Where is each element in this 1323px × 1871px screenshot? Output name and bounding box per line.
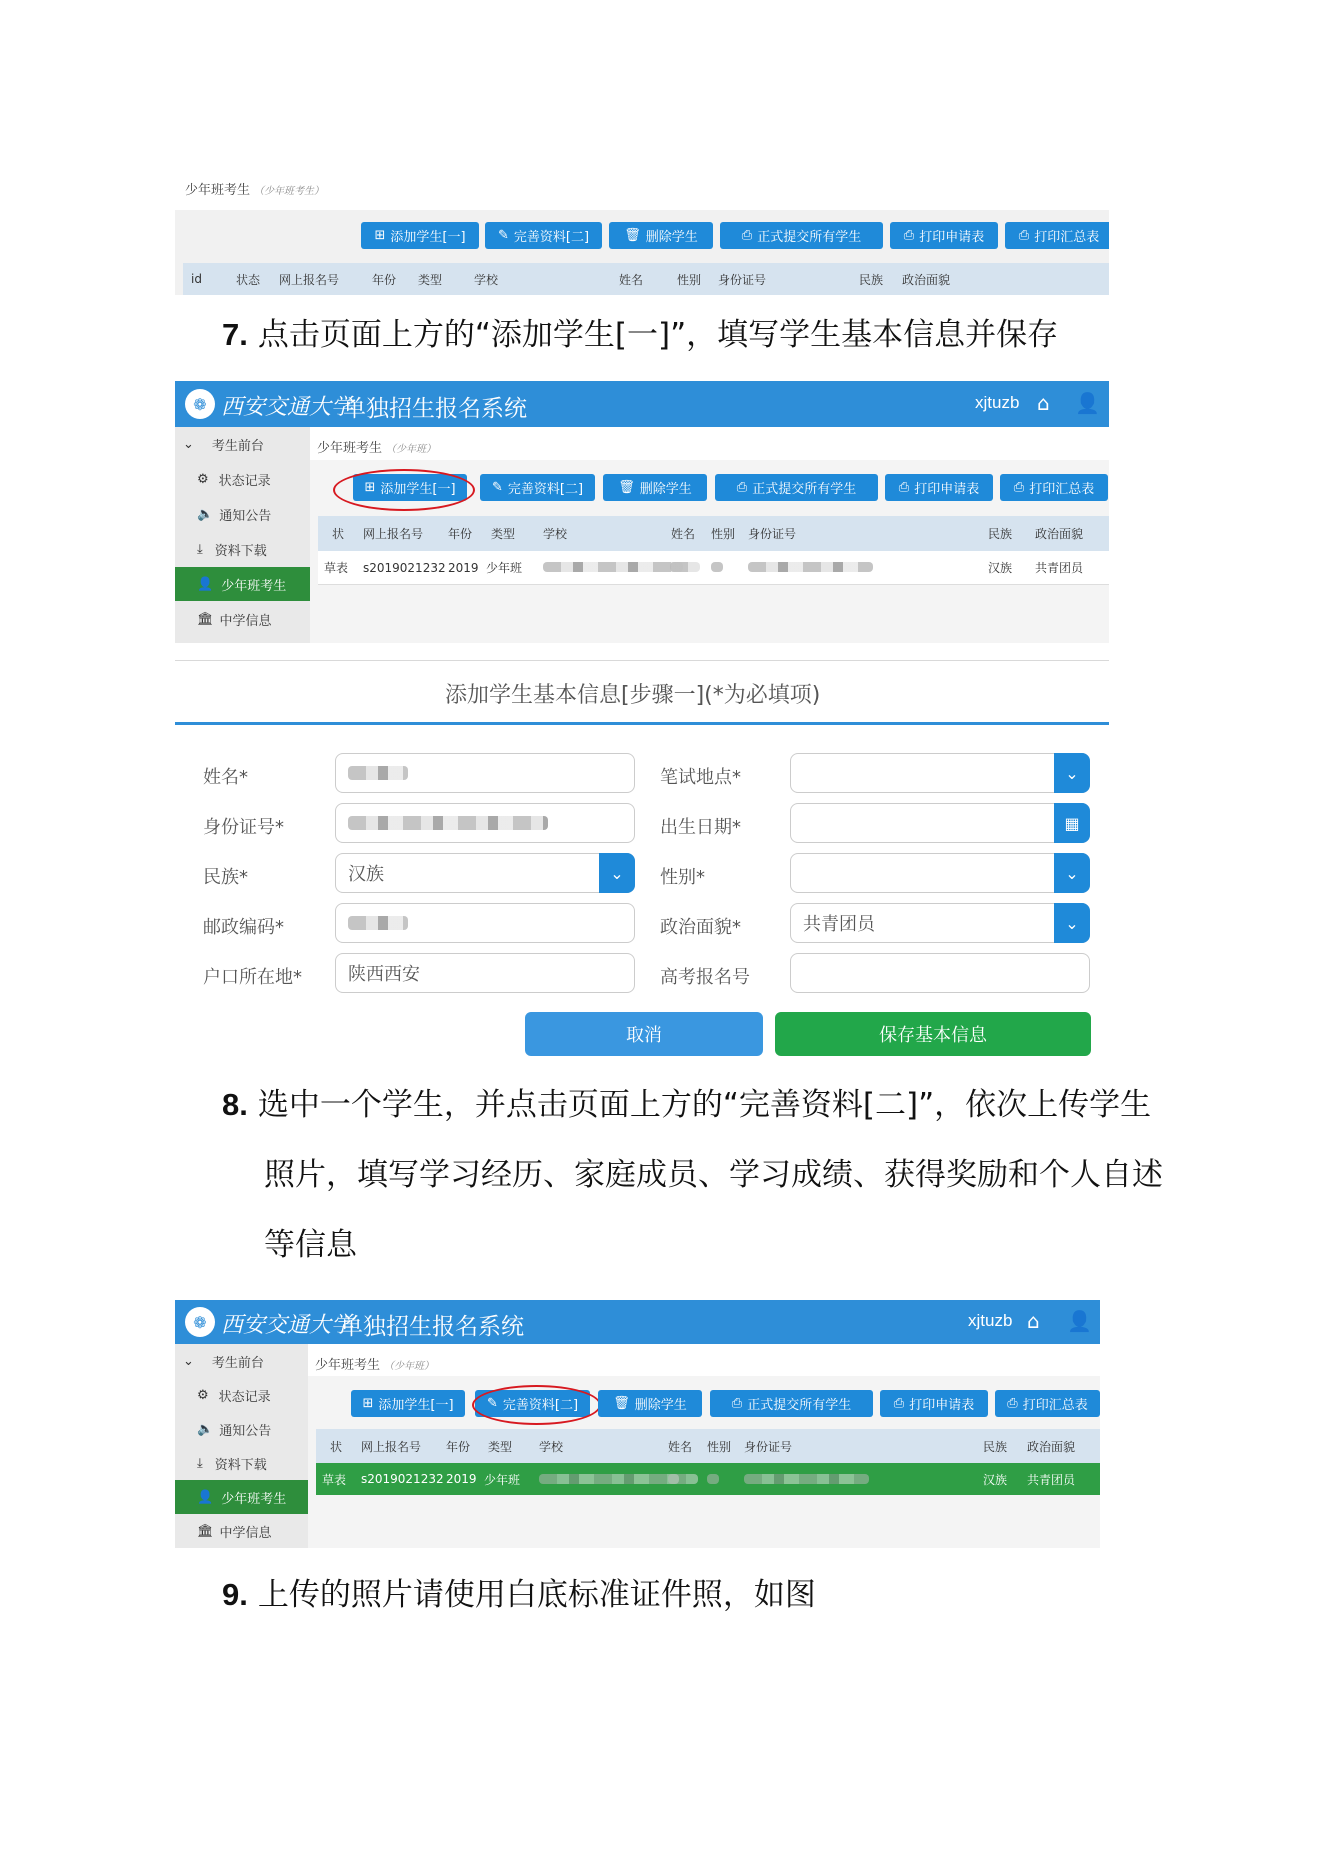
sidebar-item-school[interactable]: 🏛 中学信息 [197,611,272,629]
add-student-button[interactable]: ⊞ 添加学生[一] [351,1390,465,1417]
chevron-down-icon[interactable]: ⌄ [1054,753,1090,793]
exam-location-label: 笔试地点* [660,767,741,788]
column-header[interactable]: id [191,272,202,286]
table-header [316,1429,1100,1463]
redacted-name [668,1474,698,1484]
bank-icon: 🏛 [197,1523,214,1539]
chevron-down-icon: ⌄ [183,1353,194,1369]
column-header[interactable]: 身份证号 [718,272,767,287]
politics-label: 政治面貌* [660,917,741,938]
redacted-name [670,562,700,572]
screenshot-app-list [175,381,1109,643]
bank-icon: 🏛 [197,611,214,627]
printer-icon: ⎙ [736,480,748,495]
speaker-icon: 🔈 [197,506,214,522]
printer-icon: ⎙ [893,1396,905,1411]
step-7-text: 7. 点击页面上方的“添加学生[一]”，填写学生基本信息并保存 [222,317,1059,353]
trash-icon: 🗑 [618,480,635,495]
app-title: 单独招生报名系统 [340,1314,524,1340]
column-header[interactable]: 年份 [448,527,473,541]
app-title: 单独招生报名系统 [343,396,527,422]
household-field[interactable]: 陕西西安 [335,953,635,993]
print-application-button[interactable]: ⎙ 打印申请表 [885,474,993,501]
print-application-button[interactable]: ⎙ 打印申请表 [880,1390,988,1417]
plus-square-icon: ⊞ [362,1396,374,1411]
plus-square-icon: ⊞ [364,480,376,495]
cancel-button[interactable]: 取消 [525,1012,763,1056]
column-header[interactable]: 性别 [707,1439,732,1454]
user-icon[interactable]: 👤 [1067,1309,1092,1333]
sidebar [175,1344,308,1548]
printer-icon: ⎙ [1018,228,1030,243]
sidebar-item-school[interactable]: 🏛 中学信息 [197,1523,272,1541]
table-row[interactable]: 草表 s2019021232 2019 少年班 汉族 共青团员 [318,551,1109,585]
user-icon: 👤 [197,1489,214,1505]
home-icon[interactable]: ⌂ [1037,391,1050,415]
plus-square-icon: ⊞ [374,228,386,243]
university-seal-icon: ❁ [185,1307,215,1337]
redacted-school [543,562,683,572]
column-header[interactable]: 政治面貌 [1035,527,1084,541]
submit-all-button[interactable]: ⎙ 正式提交所有学生 [720,222,883,249]
sidebar-item-notice[interactable]: 🔈 通知公告 [197,1421,272,1439]
complete-info-button[interactable]: ✎ 完善资料[二] [475,1390,590,1417]
user-icon[interactable]: 👤 [1075,391,1100,415]
step-8-text-line2: 照片，填写学习经历、家庭成员、学习成绩、获得奖励和个人自述 [264,1157,1163,1193]
postcode-label: 邮政编码* [203,917,284,938]
sidebar-item-download[interactable]: ⤓ 资料下载 [197,541,267,559]
sidebar-item-download[interactable]: ⤓ 资料下载 [197,1455,267,1473]
username[interactable]: xjtuzb [975,393,1020,412]
column-header[interactable]: 年份 [372,272,397,287]
user-icon: 👤 [197,576,214,592]
chevron-down-icon[interactable]: ⌄ [1054,853,1090,893]
sidebar-item-frontend[interactable]: ⌄ 考生前台 [183,436,264,454]
printer-icon: ⎙ [1013,480,1025,495]
gear-icon: ⚙ [197,471,209,487]
save-basic-info-button[interactable]: 保存基本信息 [775,1012,1091,1056]
screenshot-app-selected [175,1300,1100,1548]
add-student-button[interactable]: ⊞ 添加学生[一] [353,474,467,501]
column-header[interactable]: 状态 [236,272,261,287]
column-header[interactable]: 民族 [988,527,1013,541]
home-icon[interactable]: ⌂ [1027,1309,1040,1333]
column-header[interactable]: 网上报名号 [361,1439,422,1454]
add-student-button[interactable]: ⊞ 添加学生[一] [361,222,479,249]
redacted-gender [707,1474,719,1484]
university-seal-icon: ❁ [185,389,215,419]
column-header[interactable]: 学校 [543,527,568,541]
delete-student-button[interactable]: 🗑 删除学生 [598,1390,702,1417]
calendar-icon[interactable]: ▦ [1054,803,1090,843]
printer-icon: ⎙ [898,480,910,495]
postcode-field[interactable] [335,903,635,943]
sidebar [175,427,310,643]
trash-icon: 🗑 [613,1396,630,1411]
trash-icon: 🗑 [624,228,641,243]
redacted-name [348,766,408,780]
delete-student-button[interactable]: 🗑 删除学生 [609,222,713,249]
column-header[interactable]: 网上报名号 [279,272,340,287]
column-header[interactable]: 姓名 [671,527,696,541]
sidebar-item-students[interactable]: 👤 少年班考生 [175,1480,308,1514]
table-row-selected[interactable]: 草表 s2019021232 2019 少年班 汉族 共青团员 [316,1463,1100,1495]
column-header[interactable]: 姓名 [668,1439,693,1454]
column-header[interactable]: 民族 [859,272,884,287]
form-title-underline [175,722,1109,725]
sidebar-item-students[interactable]: 👤 少年班考生 [175,567,310,601]
printer-icon: ⎙ [731,1396,743,1411]
gaokao-number-field[interactable] [790,953,1090,993]
chevron-down-icon[interactable]: ⌄ [599,853,635,893]
gender-label: 性别* [660,867,705,888]
app-header [175,381,1109,427]
complete-info-button[interactable]: ✎ 完善资料[二] [485,222,602,249]
table-header [318,516,1109,551]
chevron-down-icon[interactable]: ⌄ [1054,903,1090,943]
redacted-school [539,1474,679,1484]
ethnicity-select[interactable]: 汉族 ⌄ [335,853,635,893]
screenshot-add-student-form [175,660,1109,1060]
university-logo: 西安交通大学 [221,1313,354,1338]
household-label: 户口所在地* [203,967,302,988]
printer-icon: ⎙ [1007,1396,1018,1411]
redacted-gender [711,562,723,572]
id-number-field[interactable] [335,803,635,843]
column-header[interactable]: 政治面貌 [902,272,951,287]
pencil-icon: ✎ [486,1396,498,1411]
printer-icon: ⎙ [903,228,915,243]
column-header[interactable]: 网上报名号 [363,527,424,541]
step-9-text: 9. 上传的照片请使用白底标准证件照，如图 [222,1577,816,1613]
step-8-text-line3: 等信息 [264,1227,357,1263]
column-header[interactable]: 民族 [983,1439,1008,1454]
redacted-id-number [744,1474,869,1484]
column-header[interactable]: 性别 [677,272,702,287]
pencil-icon: ✎ [497,228,509,243]
app-header [175,1300,1100,1344]
column-header[interactable]: 学校 [539,1439,564,1454]
breadcrumb: 少年班考生 （少年班） [315,1358,435,1373]
print-summary-button[interactable]: ⎙ 打印汇总表 [1000,474,1108,501]
print-summary-button[interactable]: ⎙ 打印汇总表 [1005,222,1109,249]
screenshot-student-list-top [175,175,1109,295]
column-header[interactable]: 类型 [418,272,443,287]
breadcrumb: 少年班考生 （少年班考生） [185,183,325,198]
breadcrumb: 少年班考生 （少年班） [317,441,437,456]
delete-student-button[interactable]: 🗑 删除学生 [603,474,707,501]
redacted-id-number [348,816,548,830]
exam-location-select[interactable] [790,753,1090,793]
gaokao-number-label: 高考报名号 [660,967,750,988]
sidebar-item-status[interactable]: ⚙ 状态记录 [197,1387,271,1405]
highlight-circle [333,469,475,511]
column-header[interactable]: 状 [332,527,345,541]
birth-date-label: 出生日期* [660,817,741,838]
name-label: 姓名* [203,767,248,788]
column-header[interactable]: 类型 [491,527,516,541]
complete-info-button[interactable]: ✎ 完善资料[二] [480,474,595,501]
sidebar-item-status[interactable]: ⚙ 状态记录 [197,471,271,489]
birth-date-field[interactable] [790,803,1090,843]
table-header [183,263,1109,295]
column-header[interactable]: 身份证号 [744,1439,793,1454]
speaker-icon: 🔈 [197,1421,214,1437]
column-header[interactable]: 政治面貌 [1027,1439,1076,1454]
pencil-icon: ✎ [491,480,503,495]
username[interactable]: xjtuzb [968,1311,1013,1330]
column-header[interactable]: 身份证号 [748,527,797,541]
chevron-down-icon: ⌄ [183,436,194,452]
column-header[interactable]: 年份 [446,1439,471,1454]
column-header[interactable]: 类型 [488,1439,513,1454]
name-field[interactable] [335,753,635,793]
redacted-id-number [748,562,873,572]
print-summary-button[interactable]: ⎙ 打印汇总表 [995,1390,1100,1417]
form-title: 添加学生基本信息[步骤一](*为必填项) [445,683,821,708]
print-application-button[interactable]: ⎙ 打印申请表 [890,222,998,249]
column-header[interactable]: 学校 [474,272,499,287]
ethnicity-label: 民族* [203,867,248,888]
gender-select[interactable] [790,853,1090,893]
sidebar-item-frontend[interactable]: ⌄ 考生前台 [183,1353,264,1371]
redacted-postcode [348,916,408,930]
download-icon: ⤓ [197,541,203,557]
printer-icon: ⎙ [741,228,753,243]
step-8-text: 8. 选中一个学生，并点击页面上方的“完善资料[二]”，依次上传学生 [222,1087,1152,1123]
column-header[interactable]: 姓名 [619,272,644,287]
column-header[interactable]: 状 [330,1439,343,1454]
download-icon: ⤓ [197,1455,203,1471]
submit-all-button[interactable]: ⎙ 正式提交所有学生 [715,474,878,501]
submit-all-button[interactable]: ⎙ 正式提交所有学生 [710,1390,873,1417]
id-number-label: 身份证号* [203,817,284,838]
politics-select[interactable]: 共青团员 ⌄ [790,903,1090,943]
gear-icon: ⚙ [197,1387,209,1403]
sidebar-item-notice[interactable]: 🔈 通知公告 [197,506,272,524]
highlight-circle [472,1385,601,1425]
column-header[interactable]: 性别 [711,527,736,541]
university-logo: 西安交通大学 [221,395,354,420]
